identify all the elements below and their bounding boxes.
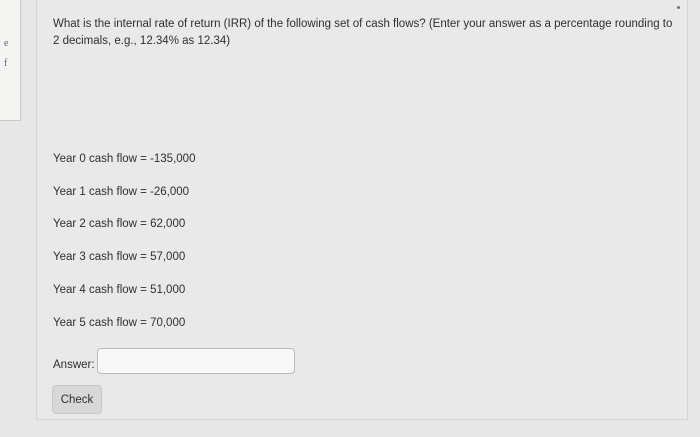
left-panel-fragment: f — [4, 58, 8, 69]
answer-input[interactable] — [97, 348, 295, 374]
cash-flow-year-5: Year 5 cash flow = 70,000 — [53, 317, 186, 329]
corner-dot — [677, 6, 680, 9]
question-card — [36, 0, 688, 420]
answer-label: Answer: — [53, 359, 95, 371]
left-panel-fragment: e — [4, 38, 9, 49]
check-button[interactable]: Check — [52, 385, 102, 414]
cash-flow-year-3: Year 3 cash flow = 57,000 — [53, 251, 186, 263]
cash-flow-year-1: Year 1 cash flow = -26,000 — [53, 186, 190, 198]
left-side-panel — [0, 0, 21, 121]
question-text: What is the internal rate of return (IRR) of the following set of cash flows? (Enter your answer as a percentage rounding to 2 decimals, e.g., 12.34% as 12.34) — [53, 18, 673, 47]
cash-flow-year-4: Year 4 cash flow = 51,000 — [53, 284, 186, 296]
cash-flow-year-0: Year 0 cash flow = -135,000 — [53, 153, 196, 165]
cash-flow-year-2: Year 2 cash flow = 62,000 — [53, 218, 186, 230]
